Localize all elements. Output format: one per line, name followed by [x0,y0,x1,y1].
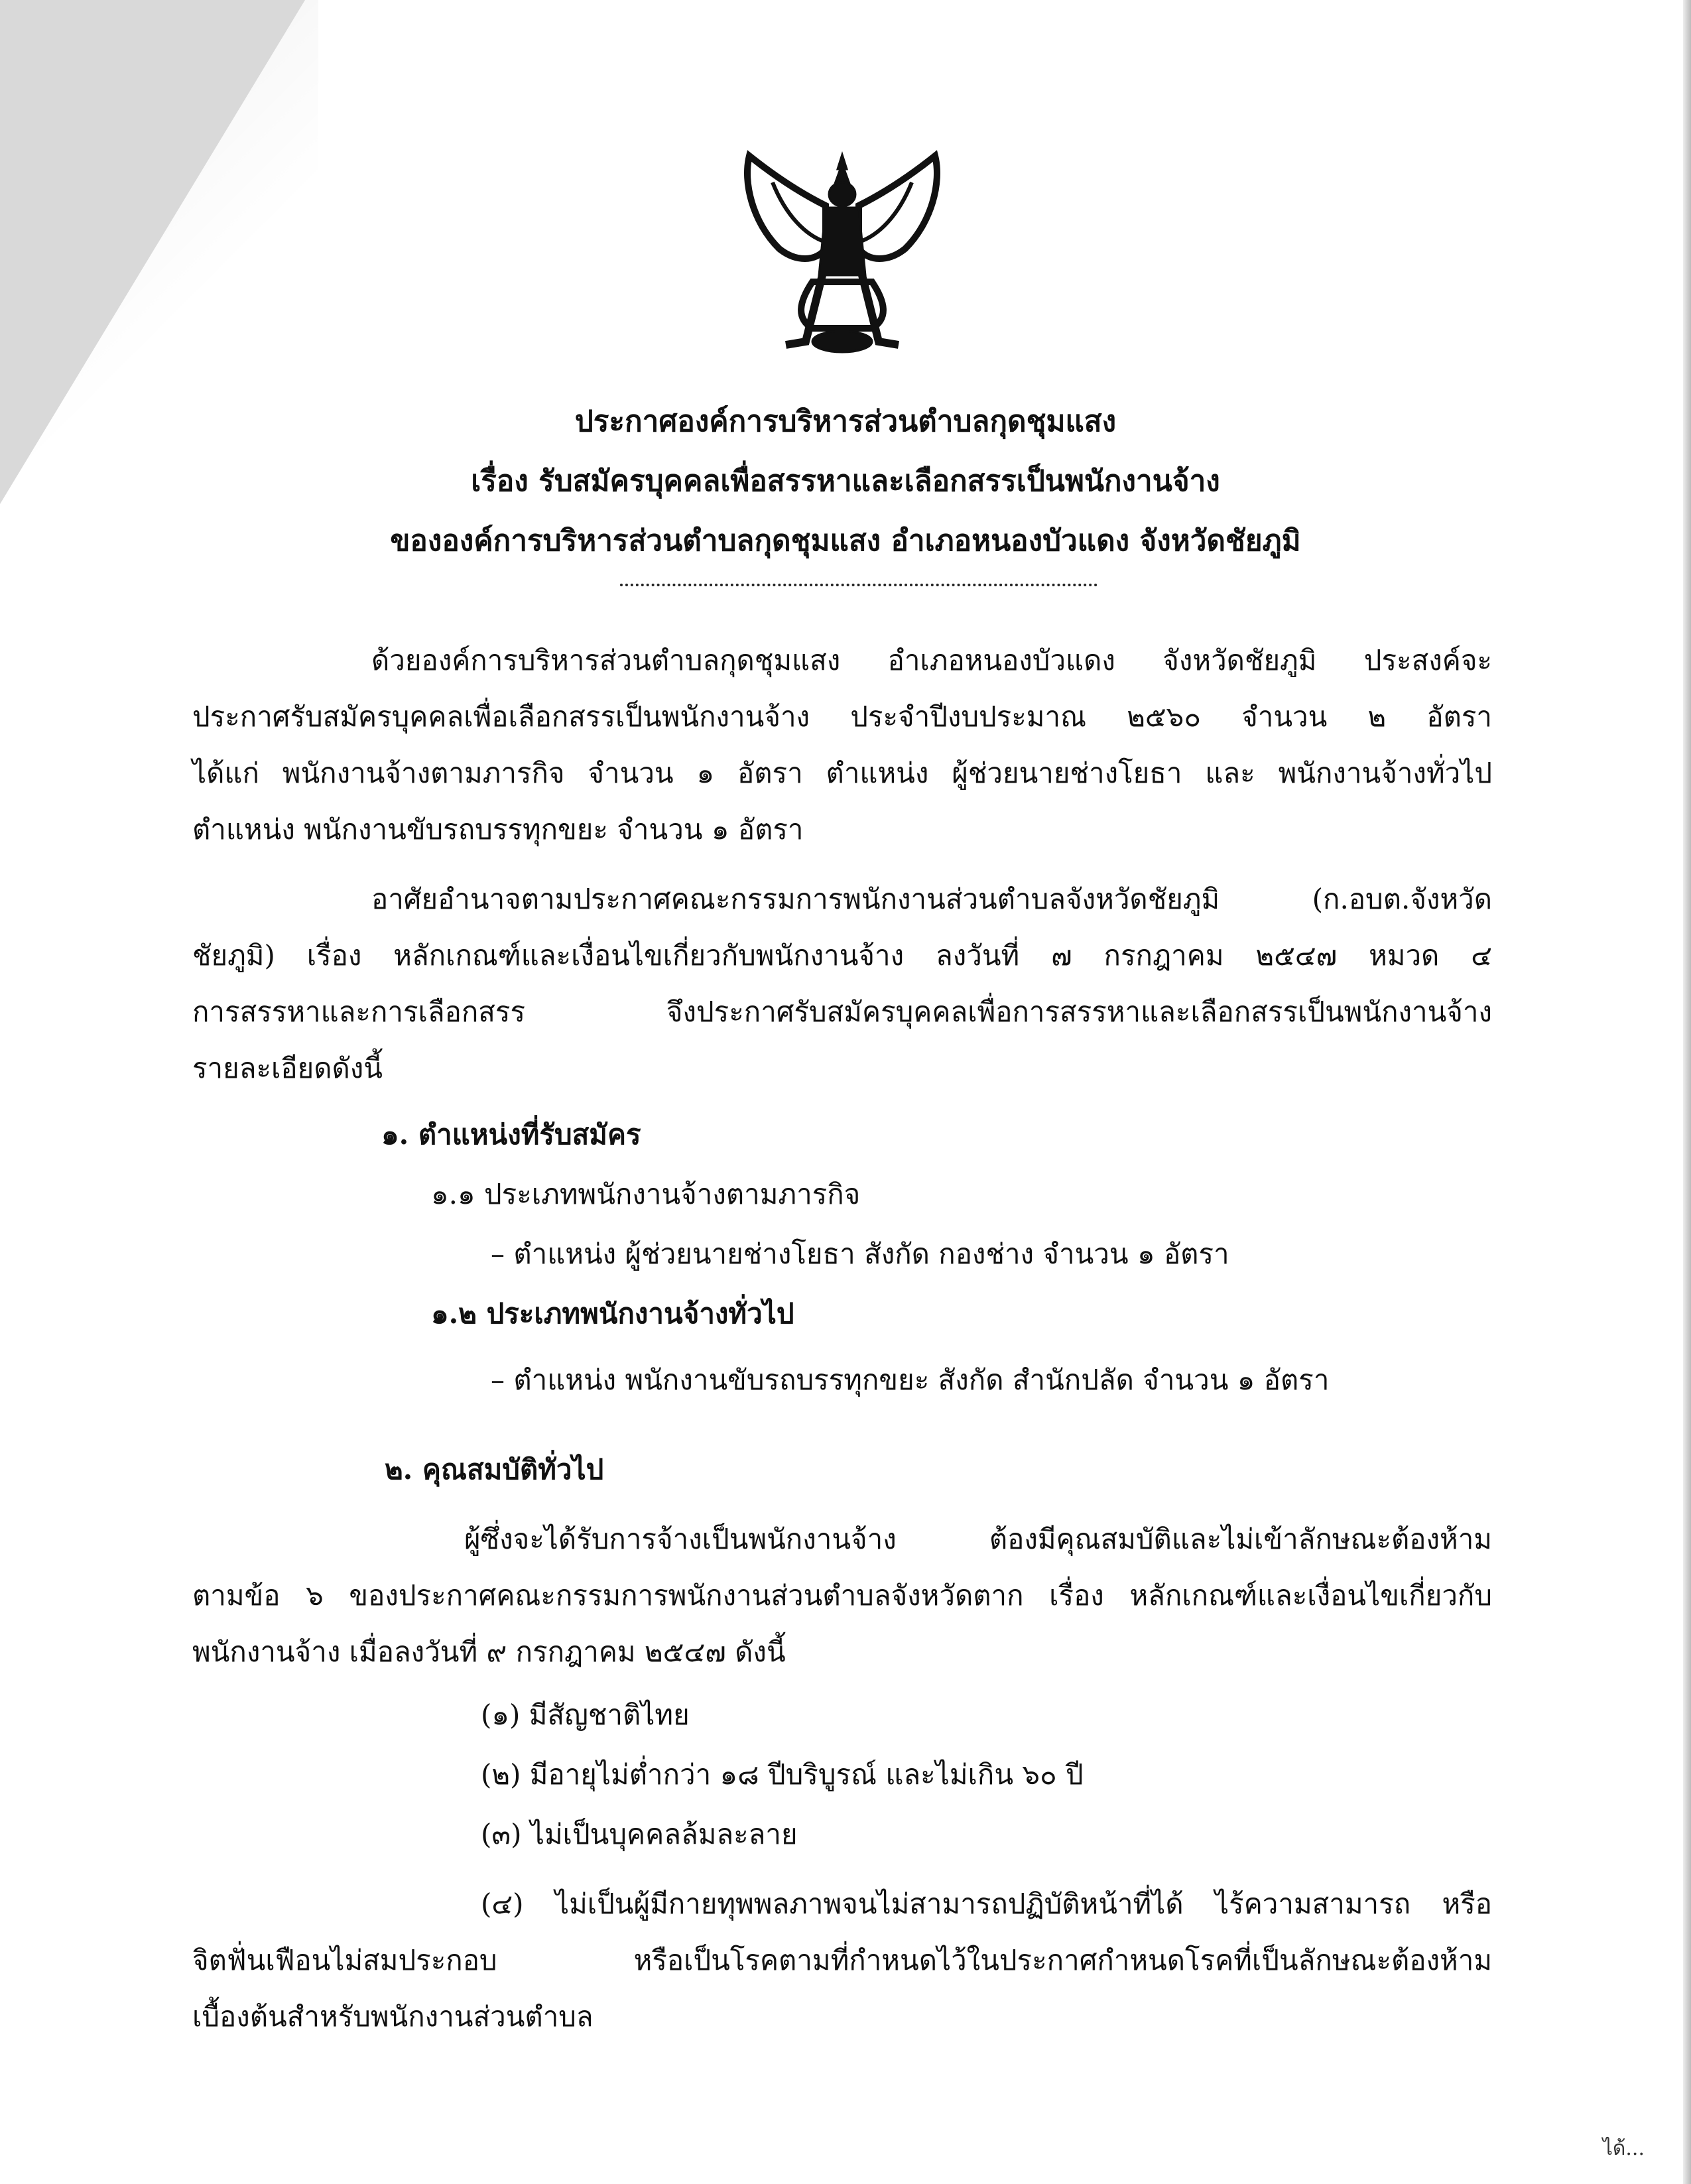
intro-p2-line: รายละเอียดดังนี้ [192,1052,383,1084]
section2-para-line: ผู้ซึ่งจะได้รับการจ้างเป็นพนักงานจ้าง ต้องมีคุณสมบัติและไม่เข้าลักษณะต้องห้าม [464,1523,1492,1555]
qualification-item: (๓) ไม่เป็นบุคคลล้มละลาย [481,1818,798,1850]
qualification-item-4-line: เบื้องต้นสำหรับพนักงานส่วนตำบล [192,2000,594,2033]
section1-heading: ๑. ตำแหน่งที่รับสมัคร [381,1118,641,1151]
garuda-emblem-icon [733,143,952,361]
section2-heading: ๒. คุณสมบัติทั่วไป [385,1453,604,1486]
intro-p1-line: ด้วยองค์การบริหารส่วนตำบลกุดชุมแสง อำเภอหนองบัวแดง จังหวัดชัยภูมิ ประสงค์จะ [371,644,1492,676]
section1-sub2-heading: ๑.๒ ประเภทพนักงานจ้างทั่วไป [431,1297,794,1330]
intro-p2-line: การสรรหาและการเลือกสรร จึงประกาศรับสมัครบุคคลเพื่อการสรรหาและเลือกสรรเป็นพนักงานจ้าง [192,996,1492,1028]
page-edge [1683,0,1691,2184]
intro-p1-line: ตำแหน่ง พนักงานขับรถบรรทุกขยะ จำนวน ๑ อัตรา [192,813,804,846]
qualification-item: (๑) มีสัญชาติไทย [481,1699,690,1731]
page-continuation: ได้... [1602,2137,1645,2160]
section1-sub2-item: – ตำแหน่ง พนักงานขับรถบรรทุกขยะ สังกัด สำนักปลัด จำนวน ๑ อัตรา [491,1364,1330,1396]
announcement-organization: ขององค์การบริหารส่วนตำบลกุดชุมแสง อำเภอหนองบัวแดง จังหวัดชัยภูมิ [390,524,1301,558]
qualification-item-4-line: จิตฟั่นเฟือนไม่สมประกอบ หรือเป็นโรคตามที่กำหนดไว้ในประกาศกำหนดโรคที่เป็นลักษณะต้องห้าม [192,1944,1492,1976]
qualification-item: (๒) มีอายุไม่ต่ำกว่า ๑๘ ปีบริบูรณ์ และไม่เกิน ๖๐ ปี [481,1758,1084,1791]
intro-p2-line: อาศัยอำนาจตามประกาศคณะกรรมการพนักงานส่วนตำบลจังหวัดชัยภูมิ (ก.อบต.จังหวัด [371,883,1492,915]
intro-p1-line: ประกาศรับสมัครบุคคลเพื่อเลือกสรรเป็นพนักงานจ้าง ประจำปีงบประมาณ ๒๕๖๐ จำนวน ๒ อัตรา [192,700,1492,733]
section1-sub1-heading: ๑.๑ ประเภทพนักงานจ้างตามภารกิจ [431,1178,861,1210]
section2-para-line: พนักงานจ้าง เมื่อลงวันที่ ๙ กรกฎาคม ๒๕๔๗ ดังนี้ [192,1636,786,1668]
intro-p2-line: ชัยภูมิ) เรื่อง หลักเกณฑ์และเงื่อนไขเกี่ยวกับพนักงานจ้าง ลงวันที่ ๗ กรกฎาคม ๒๕๔๗ หมวด ๔ [192,939,1492,972]
section2-para-line: ตามข้อ ๖ ของประกาศคณะกรรมการพนักงานส่วนตำบลจังหวัดตาก เรื่อง หลักเกณฑ์และเงื่อนไขเกี่ยวกับ [192,1579,1492,1612]
separator-line [620,584,1097,586]
announcement-title: ประกาศองค์การบริหารส่วนตำบลกุดชุมแสง [574,405,1117,438]
section1-sub1-item: – ตำแหน่ง ผู้ช่วยนายช่างโยธา สังกัด กองช่าง จำนวน ๑ อัตรา [491,1238,1229,1270]
announcement-subject: เรื่อง รับสมัครบุคคลเพื่อสรรหาและเลือกสรรเป็นพนักงานจ้าง [471,464,1220,498]
qualification-item-4-line: (๔) ไม่เป็นผู้มีกายทุพพลภาพจนไม่สามารถปฏิบัติหน้าที่ได้ ไร้ความสามารถ หรือ [481,1888,1492,1920]
intro-p1-line: ได้แก่ พนักงานจ้างตามภารกิจ จำนวน ๑ อัตรา ตำแหน่ง ผู้ช่วยนายช่างโยธา และ พนักงานจ้างทั่วไป [192,757,1492,789]
